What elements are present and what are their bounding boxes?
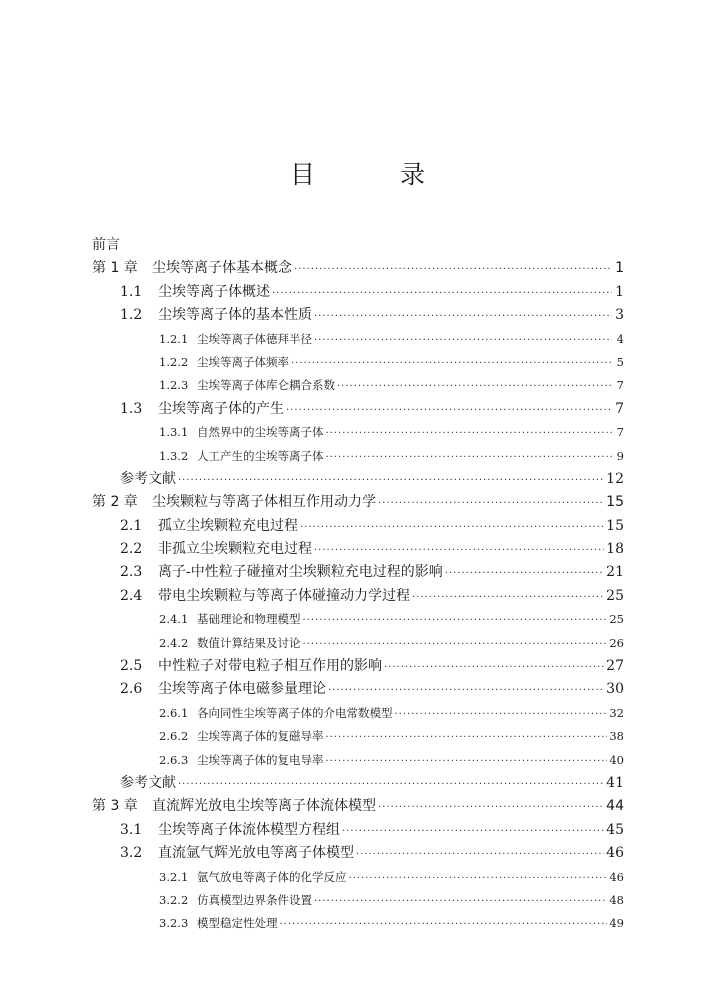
toc-entry-section — [92, 842, 624, 865]
toc-entry-page: 7 — [616, 425, 624, 440]
toc-entry-page: 15 — [606, 494, 624, 511]
toc-entry-title: 尘埃等离子体频率 — [197, 354, 289, 369]
toc-entry-page: 48 — [609, 892, 624, 907]
dot-leader — [337, 375, 612, 398]
dot-leader — [326, 750, 608, 773]
toc-entry-section — [92, 655, 624, 678]
toc-entry-subsection — [92, 351, 624, 374]
toc-entry-page: 26 — [609, 635, 624, 650]
toc-entry-subsection — [92, 328, 624, 351]
toc-entry-section — [92, 398, 624, 421]
toc-entry-title: 尘埃颗粒与等离子体相互作用动力学 — [152, 494, 376, 511]
toc-entry-number: 2.4 — [120, 587, 143, 604]
dot-leader — [303, 609, 608, 632]
dot-leader — [300, 516, 604, 539]
toc-entry-number: 3.1 — [120, 821, 143, 838]
toc-entry-title: 尘埃等离子体电磁参量理论 — [158, 681, 326, 698]
dot-leader — [356, 843, 604, 866]
toc-entry-title: 孤立尘埃颗粒充电过程 — [158, 517, 298, 534]
toc-entry-page: 40 — [609, 752, 624, 767]
toc-entry-title: 仿真模型边界条件设置 — [197, 892, 312, 907]
toc-entry-number: 1.1 — [120, 283, 143, 300]
toc-entry-section — [92, 819, 624, 842]
toc-entry-page: 45 — [606, 821, 624, 838]
toc-entry-number: 2.6.2 — [159, 729, 189, 744]
page-title: 目 录 — [289, 160, 455, 189]
toc-entry-section — [92, 561, 624, 584]
toc-entry-title: 各向同性尘埃等离子体的介电常数模型 — [197, 705, 393, 720]
toc-entry-page: 1 — [615, 283, 624, 300]
toc-entry-title: 基础理论和物理模型 — [197, 612, 301, 627]
toc-entry-ref — [92, 772, 624, 795]
dot-leader — [395, 703, 608, 726]
toc-entry-page: 21 — [606, 564, 624, 581]
toc-entry-number: 2.3 — [120, 564, 143, 581]
toc-entry-number: 3.2.2 — [159, 892, 189, 907]
toc-entry-page: 12 — [606, 470, 624, 487]
dot-leader — [326, 446, 613, 469]
dot-leader — [445, 562, 604, 585]
toc-entry-page: 38 — [609, 729, 624, 744]
toc-entry-subsection — [92, 889, 624, 912]
toc-entry-title: 模型稳定性处理 — [197, 916, 278, 931]
toc-entry-chapter — [92, 491, 624, 514]
toc-entry-subsection — [92, 725, 624, 748]
toc-entry-number: 2.4.1 — [159, 612, 189, 627]
toc-entry-page: 9 — [616, 448, 624, 463]
toc-entry-subsection — [92, 749, 624, 772]
toc-entry-ref — [92, 468, 624, 491]
toc-entry-number: 1.2.1 — [159, 331, 189, 346]
toc-entry-title: 尘埃等离子体的产生 — [158, 400, 284, 417]
toc-entry-title: 参考文献 — [120, 774, 176, 791]
toc-entry-title: 直流辉光放电尘埃等离子体流体模型 — [152, 798, 376, 815]
toc-entry-title: 非孤立尘埃颗粒充电过程 — [158, 541, 312, 558]
toc-entry-title: 离子-中性粒子碰撞对尘埃颗粒充电过程的影响 — [158, 564, 443, 581]
toc-entry-title: 氩气放电等离子体的化学反应 — [197, 869, 347, 884]
dot-leader — [326, 726, 608, 749]
dot-leader — [314, 329, 612, 352]
toc-entry-page: 1 — [615, 260, 624, 277]
toc-entry-number: 第 3 章 — [92, 798, 138, 815]
toc-entry-title: 直流氩气辉光放电等离子体模型 — [158, 845, 354, 862]
toc-entry-number: 3.2.1 — [159, 869, 189, 884]
toc-entry-number: 1.2.3 — [159, 378, 189, 393]
toc-entry-page: 27 — [606, 658, 624, 675]
toc-entry-title: 尘埃等离子体基本概念 — [152, 260, 292, 277]
dot-leader — [349, 867, 608, 890]
toc-entry-number: 3.2.3 — [159, 916, 189, 931]
toc-entry-chapter — [92, 795, 624, 818]
toc-entry-section — [92, 304, 624, 327]
toc-entry-number: 第 1 章 — [92, 260, 138, 277]
dot-leader — [286, 399, 612, 422]
dot-leader — [314, 305, 612, 328]
toc-entry-number: 1.2.2 — [159, 354, 189, 369]
toc-entry-number: 1.3.2 — [159, 448, 189, 463]
toc-entry-title: 参考文献 — [120, 470, 176, 487]
toc-entry-title: 尘埃等离子体德拜半径 — [197, 331, 312, 346]
toc-entry-title: 尘埃等离子体概述 — [158, 283, 270, 300]
toc-entry-page: 7 — [616, 378, 624, 393]
toc-entry-number: 第 2 章 — [92, 494, 138, 511]
toc-entry-page: 44 — [606, 798, 624, 815]
toc-entry-page: 18 — [606, 541, 624, 558]
toc-entry-number: 2.5 — [120, 658, 143, 675]
toc-entry-page: 30 — [606, 681, 624, 698]
toc-entry-title: 前言 — [92, 237, 120, 253]
toc-entry-number: 2.1 — [120, 517, 143, 534]
table-of-contents — [92, 234, 624, 936]
toc-entry-subsection — [92, 608, 624, 631]
dot-leader — [342, 820, 604, 843]
toc-entry-title: 尘埃等离子体流体模型方程组 — [158, 821, 340, 838]
dot-leader — [314, 890, 607, 913]
toc-entry-page: 3 — [615, 307, 624, 324]
toc-entry-page: 7 — [615, 400, 624, 417]
toc-entry-page: 25 — [606, 587, 624, 604]
toc-entry-page: 25 — [609, 612, 624, 627]
toc-entry-title: 尘埃等离子体的复电导率 — [197, 752, 324, 767]
toc-entry-title: 数值计算结果及讨论 — [197, 635, 301, 650]
toc-entry-title: 带电尘埃颗粒与等离子体碰撞动力学过程 — [158, 587, 410, 604]
toc-entry-title: 尘埃等离子体的复磁导率 — [197, 729, 324, 744]
toc-entry-subsection — [92, 702, 624, 725]
dot-leader — [303, 633, 608, 656]
toc-entry-section — [92, 538, 624, 561]
toc-entry-page: 41 — [606, 774, 624, 791]
toc-entry-page: 15 — [606, 517, 624, 534]
toc-entry-front — [92, 234, 624, 257]
toc-entry-title: 尘埃等离子体库仑耦合系数 — [197, 378, 335, 393]
toc-entry-subsection — [92, 421, 624, 444]
toc-entry-number: 1.3.1 — [159, 425, 189, 440]
dot-leader — [412, 586, 604, 609]
toc-entry-page: 4 — [616, 331, 624, 346]
toc-entry-section — [92, 678, 624, 701]
toc-entry-number: 3.2 — [120, 845, 143, 862]
toc-entry-number: 2.2 — [120, 541, 143, 558]
dot-leader — [314, 539, 604, 562]
toc-entry-title: 自然界中的尘埃等离子体 — [197, 425, 324, 440]
dot-leader — [272, 282, 612, 305]
dot-leader — [328, 679, 604, 702]
toc-entry-subsection — [92, 374, 624, 397]
toc-entry-number: 1.3 — [120, 400, 143, 417]
toc-entry-page: 49 — [609, 916, 624, 931]
toc-entry-number: 2.6 — [120, 681, 143, 698]
toc-entry-chapter — [92, 257, 624, 280]
toc-entry-number: 2.4.2 — [159, 635, 189, 650]
toc-entry-page: 32 — [609, 705, 624, 720]
dot-leader — [378, 796, 604, 819]
dot-leader — [291, 352, 612, 375]
toc-entry-number: 2.6.1 — [159, 705, 189, 720]
toc-entry-section — [92, 515, 624, 538]
toc-entry-title: 尘埃等离子体的基本性质 — [158, 307, 312, 324]
toc-entry-subsection — [92, 445, 624, 468]
toc-entry-subsection — [92, 866, 624, 889]
toc-entry-page: 5 — [616, 354, 624, 369]
dot-leader — [280, 913, 608, 936]
toc-entry-page: 46 — [606, 845, 624, 862]
toc-entry-number: 2.6.3 — [159, 752, 189, 767]
toc-entry-section — [92, 585, 624, 608]
dot-leader — [178, 469, 604, 492]
dot-leader — [294, 258, 612, 281]
dot-leader — [378, 492, 604, 515]
toc-entry-number: 1.2 — [120, 307, 143, 324]
dot-leader — [384, 656, 604, 679]
dot-leader — [178, 773, 604, 796]
toc-entry-title: 中性粒子对带电粒子相互作用的影响 — [158, 658, 382, 675]
toc-entry-subsection — [92, 632, 624, 655]
toc-entry-section — [92, 281, 624, 304]
dot-leader — [326, 422, 613, 445]
toc-entry-subsection — [92, 912, 624, 935]
toc-entry-page: 46 — [609, 869, 624, 884]
toc-entry-title: 人工产生的尘埃等离子体 — [197, 448, 324, 463]
